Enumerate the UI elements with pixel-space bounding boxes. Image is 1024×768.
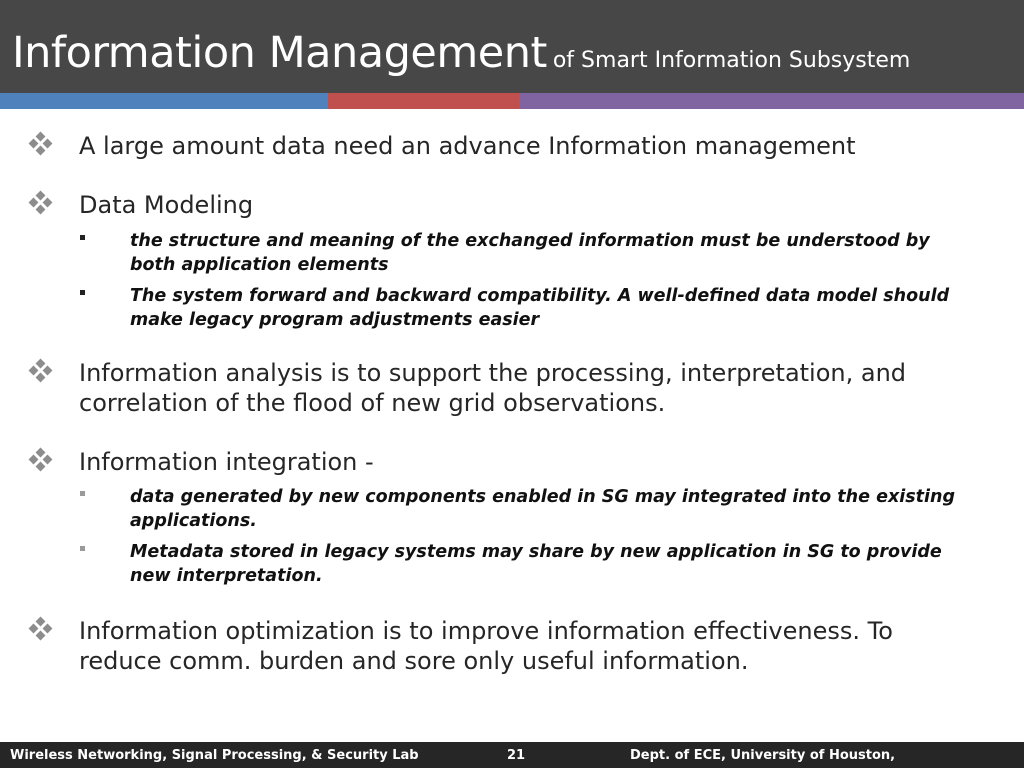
square-bullet-icon xyxy=(80,491,85,496)
sub-bullet-text: Metadata stored in legacy systems may share by new application in SG to provide new interpretation. xyxy=(130,542,942,586)
slide-title-main: Information Management xyxy=(12,28,547,78)
diamond-bullet-icon xyxy=(30,618,52,640)
bullet-text: Information integration - xyxy=(79,448,374,476)
footer-lab-name: Wireless Networking, Signal Processing, & Security Lab xyxy=(10,748,419,763)
bullet-text: A large amount data need an advance Information management xyxy=(79,132,856,160)
footer-department: Dept. of ECE, University of Houston, xyxy=(630,748,896,763)
slide-footer xyxy=(0,742,1024,768)
bullet-text: Information analysis is to support the processing, interpretation, and correlation of the flood of new grid observations. xyxy=(79,359,907,417)
square-bullet-icon xyxy=(80,235,85,240)
bullet-item xyxy=(30,358,907,417)
bullet-item xyxy=(30,447,374,476)
accent-strip-red xyxy=(328,93,519,109)
slide-title-sub: of Smart Information Subsystem xyxy=(552,48,911,73)
sub-bullet-text: data generated by new components enabled in SG may integrated into the existing applications. xyxy=(130,487,955,531)
square-bullet-icon xyxy=(80,290,85,295)
bullet-item xyxy=(30,190,254,219)
sub-bullet-text: the structure and meaning of the exchanged information must be understood by both application elements xyxy=(130,231,930,275)
diamond-bullet-icon xyxy=(30,133,52,155)
bullet-text: Data Modeling xyxy=(79,191,254,219)
bullet-item xyxy=(30,131,856,160)
title-bar xyxy=(0,0,1024,93)
bullet-item xyxy=(30,616,893,675)
bullet-text: Information optimization is to improve information effectiveness. To reduce comm. burden and sore only useful information. xyxy=(79,617,893,675)
diamond-bullet-icon xyxy=(30,449,52,471)
diamond-bullet-icon xyxy=(30,192,52,214)
accent-strip-purple xyxy=(519,93,1024,109)
slide-title xyxy=(12,28,910,78)
accent-strip-blue xyxy=(0,93,328,109)
diamond-bullet-icon xyxy=(30,360,52,382)
sub-bullet-text: The system forward and backward compatibility. A well-defined data model should make legacy program adjustments easier xyxy=(130,286,950,330)
accent-color-strip xyxy=(0,93,1024,109)
square-bullet-icon xyxy=(80,546,85,551)
footer-page-number: 21 xyxy=(507,748,526,763)
